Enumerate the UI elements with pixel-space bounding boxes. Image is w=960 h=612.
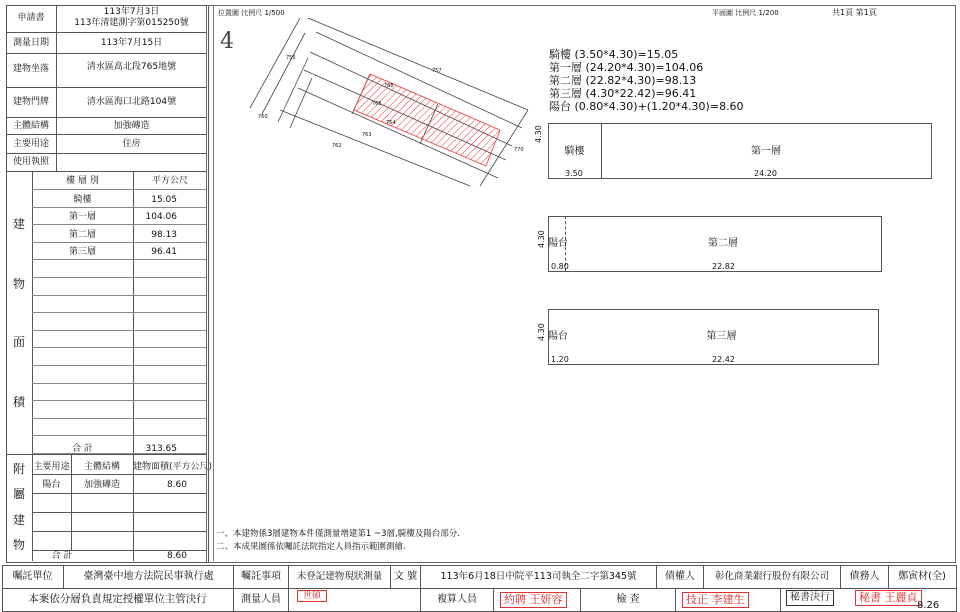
footer-decision: 本案依分層負責規定授權單位主管決行	[28, 593, 207, 605]
footer-debtor-label: 債務人	[849, 571, 880, 582]
formula-floor3: 第三層 (4.30*22.42)=96.41	[549, 87, 697, 100]
floor1-arcade-width: 3.50	[565, 169, 583, 178]
formula-floor2: 第二層 (22.82*4.30)=98.13	[549, 74, 697, 87]
parcel-763: 763	[362, 132, 372, 138]
label-application: 申請書	[17, 13, 45, 23]
total-label: 合 計	[72, 444, 93, 454]
location-map-title: 位置圖 比例尺 1/500	[218, 9, 285, 17]
floor-name-arcade: 騎樓	[73, 195, 92, 205]
label-structure: 主體結構	[12, 121, 49, 131]
floor-area-2: 98.13	[151, 230, 177, 240]
main-structure: 加強磚造	[113, 121, 150, 131]
formula-floor1: 第一層 (24.20*4.30)=104.06	[549, 61, 704, 74]
parcel-760: 760	[258, 114, 268, 120]
page-count: 共1頁 第1頁	[832, 8, 877, 17]
footer-debtor: 鄭寅材(全)	[898, 571, 946, 582]
annex-header-structure: 主體結構	[83, 462, 120, 472]
area-grid-line	[32, 400, 207, 401]
annex-char-2: 屬	[12, 487, 25, 501]
approve-stamp: 秘書決行	[786, 590, 834, 606]
check-stamp: 技正 李建生	[682, 592, 749, 608]
annex-use: 陽台	[42, 480, 61, 490]
parcel-762: 762	[332, 143, 342, 149]
area-header-sqm: 平方公尺	[151, 176, 188, 186]
area-grid-line	[32, 295, 207, 296]
formula-arcade: 騎樓 (3.50*4.30)=15.05	[549, 48, 679, 61]
side-char-2: 物	[12, 277, 25, 291]
floor3-main-width: 22.42	[712, 355, 735, 364]
label-address: 建物門牌	[12, 97, 49, 107]
annex-char-4: 物	[12, 538, 25, 552]
floor-name-1: 第一層	[68, 212, 96, 222]
application-date: 113年7月3日	[103, 7, 160, 17]
area-grid-line	[32, 277, 207, 278]
parcel-764: 764	[386, 120, 396, 126]
annex-header-area: 建物面積(平方公尺)	[133, 462, 213, 472]
note-1: 一、本建物係3層建物本件僅測量增建第1 ~3層,騎樓及陽台部分.	[216, 529, 460, 539]
date-fragment: 8.26	[917, 600, 940, 611]
footer-doc-number: 113年6月18日中院平113司執全二字第345號	[440, 571, 637, 582]
building-location: 清水區高北段765地號	[86, 62, 177, 72]
footer-doc-label: 文 號	[393, 571, 418, 582]
label-survey-date: 測量日期	[12, 38, 49, 48]
parcel-770: 770	[514, 147, 524, 153]
secretary-stamp: 秘書 王麗貞	[855, 590, 922, 606]
floor2-main-label: 第二層	[708, 238, 738, 249]
area-grid-line	[32, 383, 207, 384]
annex-total: 8.60	[166, 551, 187, 561]
annex-structure: 加強磚造	[83, 480, 120, 490]
side-char-1: 建	[12, 217, 25, 231]
footer-reviewer-label: 複算人員	[437, 594, 477, 605]
location-map-number: 4	[220, 29, 234, 54]
label-location: 建物坐落	[12, 64, 49, 74]
formula-balcony: 陽台 (0.80*4.30)+(1.20*4.30)=8.60	[549, 100, 744, 113]
floor3-balcony-label: 陽台	[548, 331, 568, 342]
reviewer-stamp: 約聘 王妍容	[500, 592, 567, 608]
annex-char-3: 建	[12, 513, 25, 527]
building-address: 清水區海口北路104號	[86, 97, 177, 107]
annex-char-1: 附	[12, 462, 25, 476]
area-grid-line	[32, 365, 207, 366]
floor-area-1: 104.06	[145, 212, 177, 222]
area-grid-line	[32, 312, 207, 313]
floor2-balcony-label: 陽台	[548, 238, 568, 249]
floor-area-3: 96.41	[151, 247, 177, 257]
area-grid-line	[32, 435, 207, 436]
floor-name-3: 第三層	[68, 247, 96, 257]
main-use: 住房	[122, 139, 141, 149]
footer-creditor-label: 債權人	[665, 571, 695, 582]
annex-area: 8.60	[166, 480, 187, 490]
label-use: 主要用途	[12, 139, 49, 149]
footer-commission-item-label: 囑託事項	[241, 571, 281, 582]
side-char-3: 面	[12, 335, 25, 349]
annex-header-use: 主要用途	[33, 462, 70, 472]
parcel-765: 765	[372, 101, 382, 107]
floor3-main-label: 第三層	[706, 331, 737, 342]
area-grid-line	[32, 347, 207, 348]
area-grid-line	[32, 418, 207, 419]
footer-creditor: 彰化商業銀行股份有限公司	[714, 571, 829, 582]
footer-commission-unit: 臺灣臺中地方法院民事執行處	[83, 571, 214, 582]
floor2-balcony-width: 0.80	[551, 262, 569, 271]
floor1-main-label: 第一層	[751, 146, 781, 157]
label-permit: 使用執照	[12, 157, 49, 167]
area-grid-line	[32, 189, 207, 190]
area-grid-line	[32, 259, 207, 260]
floor2-main-width: 22.82	[712, 262, 735, 271]
parcel-755: 755	[286, 55, 296, 61]
floor-plan-title: 平面圖 比例尺 1/200	[712, 9, 779, 17]
footer-commission-item: 未登記建物現狀測量	[296, 571, 383, 582]
parcel-768: 768	[384, 83, 394, 89]
application-number: 113年清建測字第015250號	[74, 18, 189, 28]
area-grid-line	[32, 242, 207, 243]
parcel-757: 757	[432, 68, 442, 74]
area-grid-line	[32, 224, 207, 225]
floor1-height: 4.30	[534, 125, 543, 143]
floor1-main-width: 24.20	[754, 169, 777, 178]
floor-name-2: 第二層	[68, 230, 96, 240]
total-area: 313.65	[145, 444, 177, 454]
area-header-floor: 樓 層 別	[66, 176, 99, 186]
floor3-balcony-width: 1.20	[551, 355, 569, 364]
area-grid-line	[32, 207, 207, 208]
annex-total-label: 合 計	[51, 551, 73, 561]
footer-surveyor-label: 測量人員	[241, 594, 281, 605]
floor1-arcade-label: 騎樓	[564, 146, 585, 157]
floor-area-arcade: 15.05	[151, 195, 177, 205]
footer-commission-unit-label: 囑託單位	[12, 571, 53, 582]
floor3-height: 4.30	[537, 323, 546, 341]
survey-date: 113年7月15日	[100, 38, 163, 48]
surveyor-stamp: 世碩	[297, 590, 327, 602]
area-grid-line	[32, 330, 207, 331]
floor2-height: 4.30	[537, 230, 546, 248]
side-char-4: 積	[12, 395, 25, 409]
note-2: 二、本成果圖係依囑託法院指定人員指示範圍測繪.	[216, 542, 406, 552]
footer-check-label: 檢 查	[616, 594, 640, 605]
